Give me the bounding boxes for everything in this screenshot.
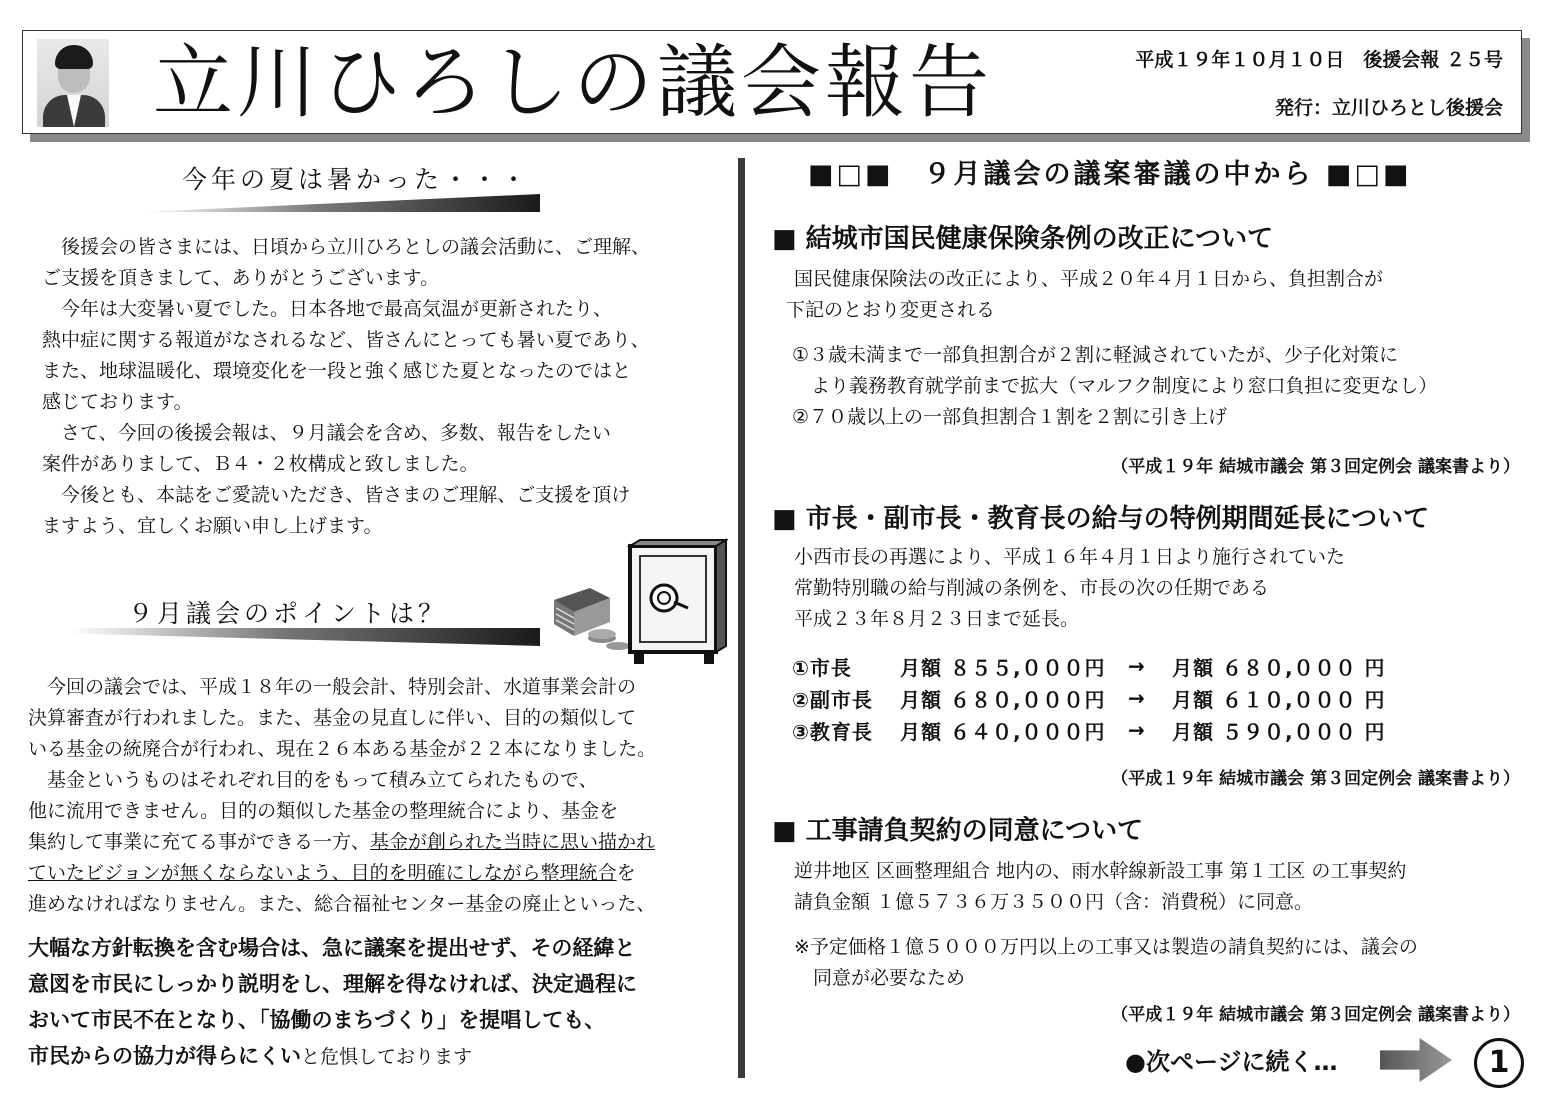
text-line: 決算審査が行われました。また、基金の見直しに伴い、目的の類似して	[28, 707, 637, 729]
text-line: いる基金の統廃合が行われ、現在２６本ある基金が２２本になりました。	[28, 738, 657, 760]
bold-line: おいて市民不在となり、「協働のまちづくり」を提唱しても、	[28, 1008, 606, 1032]
list-item: ①３歳未満まで一部負担割合が２割に軽減されていたが、少子化対策に	[792, 344, 1399, 366]
text-line: 感じております。	[42, 391, 193, 413]
masthead	[22, 30, 1522, 134]
continued-next-page: ●次ページに続く…	[1125, 1048, 1338, 1076]
section2-body	[28, 672, 656, 920]
text-line: 同意が必要なため	[794, 967, 966, 989]
item1-list	[792, 340, 1437, 433]
text-line: 平成２３年８月２３日まで延長。	[794, 608, 1080, 630]
text-line: 国民健康保険法の改正により、平成２０年４月１日から、負担割合が	[794, 268, 1384, 290]
bold-line: 意図を市民にしっかり説明をし、理解を得なければ、決定過程に	[28, 972, 637, 996]
bold-line: 市民からの協力が得らにくいと危惧しております	[28, 1044, 473, 1068]
section2-emphasis	[28, 930, 637, 1075]
text-line: 今後とも、本誌をご愛読いただき、皆さまのご理解、ご支援を頂け	[42, 484, 631, 506]
section2-heading-underline	[70, 628, 540, 646]
text-line: 今年は大変暑い夏でした。日本各地で最高気温が更新されたり、	[42, 298, 613, 320]
text-line: 下記のとおり変更される	[786, 299, 996, 321]
safe-and-money-illustration	[548, 538, 728, 668]
item3-body	[794, 856, 1406, 918]
item1-body	[786, 264, 1383, 326]
arrow-right-icon	[1380, 1038, 1452, 1082]
list-item: ②７０歳以上の一部負担割合１割を２割に引き上げ	[792, 406, 1228, 428]
underlined-text: ていたビジョンが無くならないよう、目的を明確にしながら整理統合	[28, 862, 617, 884]
item1-source: （平成１９年 結城市議会 第３回定例会 議案書より）	[1111, 457, 1520, 477]
section1-heading: 今年の夏は暑かった・・・	[182, 165, 531, 194]
text-line: 請負金額 １億５７３６万３５００円（含：消費税）に同意。	[794, 891, 1314, 913]
text-line: 基金というものはそれぞれ目的をもって積み立てられたもので、	[28, 769, 598, 791]
text-line: 今回の議会では、平成１８年の一般会計、特別会計、水道事業会計の	[28, 676, 637, 698]
text-line: 進めなければなりません。また、総合福祉センター基金の廃止といった、	[28, 893, 656, 915]
page-number: 1	[1474, 1038, 1524, 1088]
item3-heading: ■ 工事請負契約の同意について	[772, 816, 1144, 846]
text-line: 常勤特別職の給与削減の条例を、市長の次の任期である	[794, 577, 1270, 599]
salary-table	[792, 650, 1386, 746]
text-line: さて、今回の後援会報は、９月議会を含め、多数、報告をしたい	[42, 422, 611, 444]
bold-line: 大幅な方針転換を含む場合は、急に議案を提出せず、その経緯と	[28, 936, 636, 960]
text-line: ご支援を頂きまして、ありがとうございます。	[42, 267, 440, 289]
text-line: 後援会の皆さまには、日頃から立川ひろとしの議会活動に、ご理解、	[42, 236, 651, 258]
item3-source: （平成１９年 結城市議会 第３回定例会 議案書より）	[1111, 1005, 1520, 1025]
newsletter-title: 立川ひろしの議会報告	[153, 36, 993, 129]
item1-heading: ■ 結城市国民健康保険条例の改正について	[772, 224, 1274, 254]
text-line: また、地球温暖化、環境変化を一段と強く感じた夏となったのではと	[42, 360, 632, 382]
section2-heading: ９月議会のポイントは？	[128, 599, 448, 628]
text-line: 逆井地区 区画整理組合 地内の、雨水幹線新設工事 第１工区 の工事契約	[794, 860, 1407, 882]
text-line: 小西市長の再選により、平成１６年４月１日より施行されていた	[794, 546, 1346, 568]
item2-heading: ■ 市長・副市長・教育長の給与の特例期間延長について	[772, 504, 1430, 534]
portrait-photo	[37, 39, 109, 127]
text-line: 熱中症に関する報道がなされるなど、皆さんにとっても暑い夏であり、	[42, 329, 650, 351]
section1-heading-underline	[140, 194, 540, 212]
text-line: 他に流用できません。目的の類似した基金の整理統合により、基金を	[28, 800, 619, 822]
item2-body	[794, 542, 1345, 635]
table-row: ③教育長 月額 ６４０,０００円 → 月額 ５９０,０００ 円	[792, 718, 1386, 744]
item3-notes	[794, 932, 1418, 994]
table-row: ②副市長 月額 ６８０,０００円 → 月額 ６１０,０００ 円	[792, 686, 1386, 712]
issue-info: 平成１９年１０月１０日 後援会報 ２５号	[1135, 49, 1503, 71]
text-line: 案件がありまして、Ｂ４・２枚構成と致しました。	[42, 453, 479, 475]
text-line: ますよう、宜しくお願い申し上げます。	[42, 515, 383, 537]
right-column-title: ■□■ ９月議会の議案審議の中から ■□■	[808, 159, 1412, 190]
item2-source: （平成１９年 結城市議会 第３回定例会 議案書より）	[1111, 769, 1520, 789]
text-line: ていたビジョンが無くならないよう、目的を明確にしながら整理統合を	[28, 862, 636, 884]
list-item: より義務教育就学前まで拡大（マルフク制度により窓口負担に変更なし）	[792, 375, 1438, 397]
publisher: 発行：立川ひろとし後援会	[1274, 97, 1503, 119]
column-divider	[738, 158, 745, 1078]
underlined-text: 基金が創られた当時に思い描かれ	[370, 831, 656, 853]
text-line: ※予定価格１億５０００万円以上の工事又は製造の請負契約には、議会の	[794, 936, 1418, 958]
table-row: ①市長 月額 ８５５,０００円 → 月額 ６８０,０００ 円	[792, 654, 1386, 680]
section1-body	[42, 232, 650, 542]
text-line: 集約して事業に充てる事ができる一方、基金が創られた当時に思い描かれ	[28, 831, 656, 853]
